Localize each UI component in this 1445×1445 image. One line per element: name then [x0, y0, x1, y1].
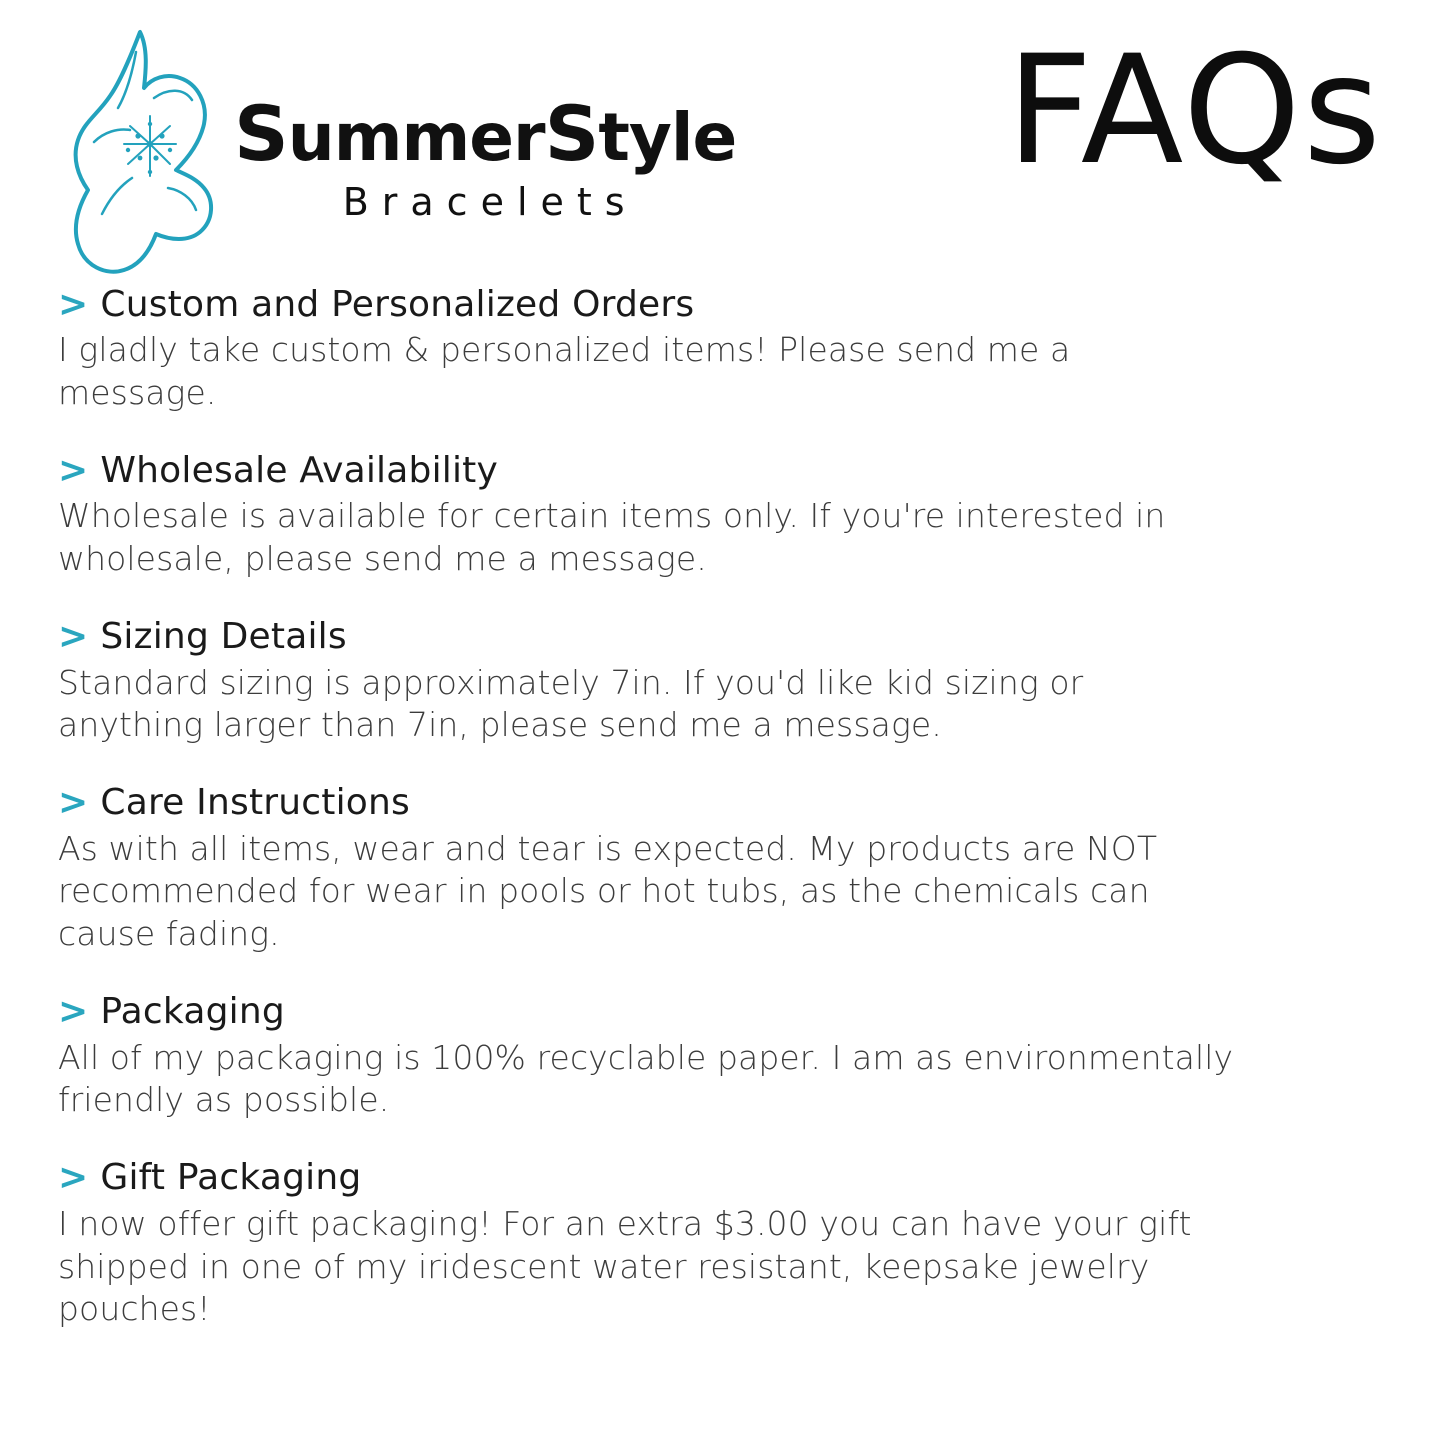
chevron-right-icon: >	[58, 1157, 89, 1199]
brand-subtitle: Bracelets	[342, 180, 638, 224]
chevron-right-icon: >	[58, 782, 89, 824]
faq-answer: I gladly take custom & personalized items! Please send me a message.	[58, 330, 1071, 413]
brand-lockup	[58, 18, 736, 283]
faq-item	[58, 451, 1387, 581]
chevron-right-icon: >	[58, 450, 89, 492]
starfish-icon	[58, 18, 228, 283]
page-title: FAQs	[1006, 24, 1383, 198]
faq-item	[58, 1158, 1387, 1331]
faq-list	[0, 285, 1445, 1331]
faq-question[interactable]	[58, 285, 1387, 325]
faq-question-label: Custom and Personalized Orders	[100, 284, 695, 325]
faq-item	[58, 992, 1387, 1122]
faq-question[interactable]	[58, 992, 1387, 1032]
chevron-right-icon: >	[58, 616, 89, 658]
faq-answer: Wholesale is available for certain items only. If you're interested in wholesale, please send me a message.	[58, 496, 1166, 579]
faq-answer: All of my packaging is 100% recyclable paper. I am as environmentally friendly as possible.	[58, 1037, 1234, 1120]
faq-item	[58, 783, 1387, 956]
faq-question[interactable]	[58, 783, 1387, 823]
faq-question-label: Packaging	[100, 991, 285, 1033]
brand-text-block	[234, 18, 736, 224]
faq-question-label: Sizing Details	[100, 616, 347, 658]
faq-question-label: Wholesale Availability	[100, 450, 498, 492]
faq-question[interactable]	[58, 617, 1387, 657]
faq-question[interactable]	[58, 1158, 1387, 1198]
faq-answer: I now offer gift packaging! For an extra $3.00 you can have your gift shipped in one of my iridescent water resistant, keepsake jewelry pouches!	[58, 1203, 1192, 1329]
faq-item	[58, 617, 1387, 747]
page-header	[0, 0, 1445, 285]
faq-item	[58, 285, 1387, 415]
chevron-right-icon: >	[58, 991, 89, 1033]
faq-question-label: Care Instructions	[100, 782, 411, 824]
faq-question-label: Gift Packaging	[100, 1157, 362, 1199]
chevron-right-icon: >	[58, 284, 89, 325]
brand-name: SummerStyle	[234, 89, 737, 178]
faq-answer: Standard sizing is approximately 7in. If you'd like kid sizing or anything larger than 7in, please send me a message.	[58, 662, 1084, 745]
faq-answer: As with all items, wear and tear is expected. My products are NOT recommended for wear in pools or hot tubs, as the chemicals can cause fading.	[58, 828, 1158, 954]
faq-question[interactable]	[58, 451, 1387, 491]
